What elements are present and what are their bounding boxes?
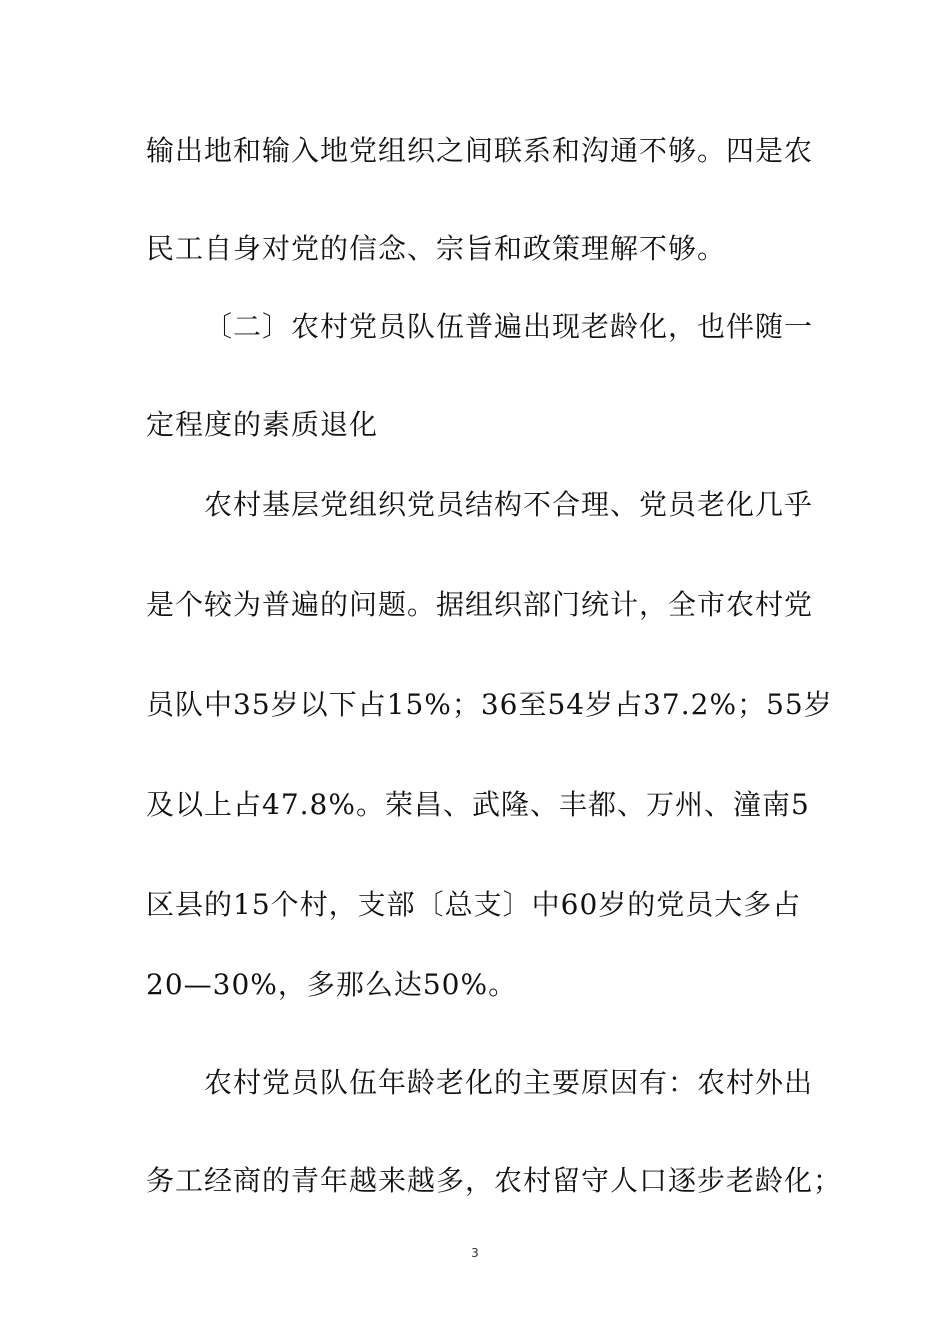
text-line-2: 民工自身对党的信念、宗旨和政策理解不够。 [146,232,727,265]
text-line-10: 20—30%，多那么达50%。 [146,968,518,1001]
page-number: 3 [471,1246,479,1260]
text-line-7: 员队中35岁以下占15%；36至54岁占37.2%；55岁 [146,688,833,721]
text-line-8: 及以上占47.8%。荣昌、武隆、丰都、万州、潼南5 [146,788,810,821]
text-line-9: 区县的15个村，支部〔总支〕中60岁的党员大多占 [146,888,802,921]
paragraph-start-line-2: 农村党员队伍年龄老化的主要原因有：农村外出 [204,1066,814,1099]
section-heading-line-1: 〔二〕农村党员队伍普遍出现老龄化，也伴随一 [204,310,814,343]
paragraph-start-line: 农村基层党组织党员结构不合理、党员老化几乎 [204,488,814,521]
section-heading-line-2: 定程度的素质退化 [146,408,379,441]
text-line-1: 输出地和输入地党组织之间联系和沟通不够。四是农 [146,134,814,167]
text-line-6: 是个较为普遍的问题。据组织部门统计，全市农村党 [146,588,814,621]
text-line-12: 务工经商的青年越来越多，农村留守人口逐步老龄化； [146,1164,843,1197]
